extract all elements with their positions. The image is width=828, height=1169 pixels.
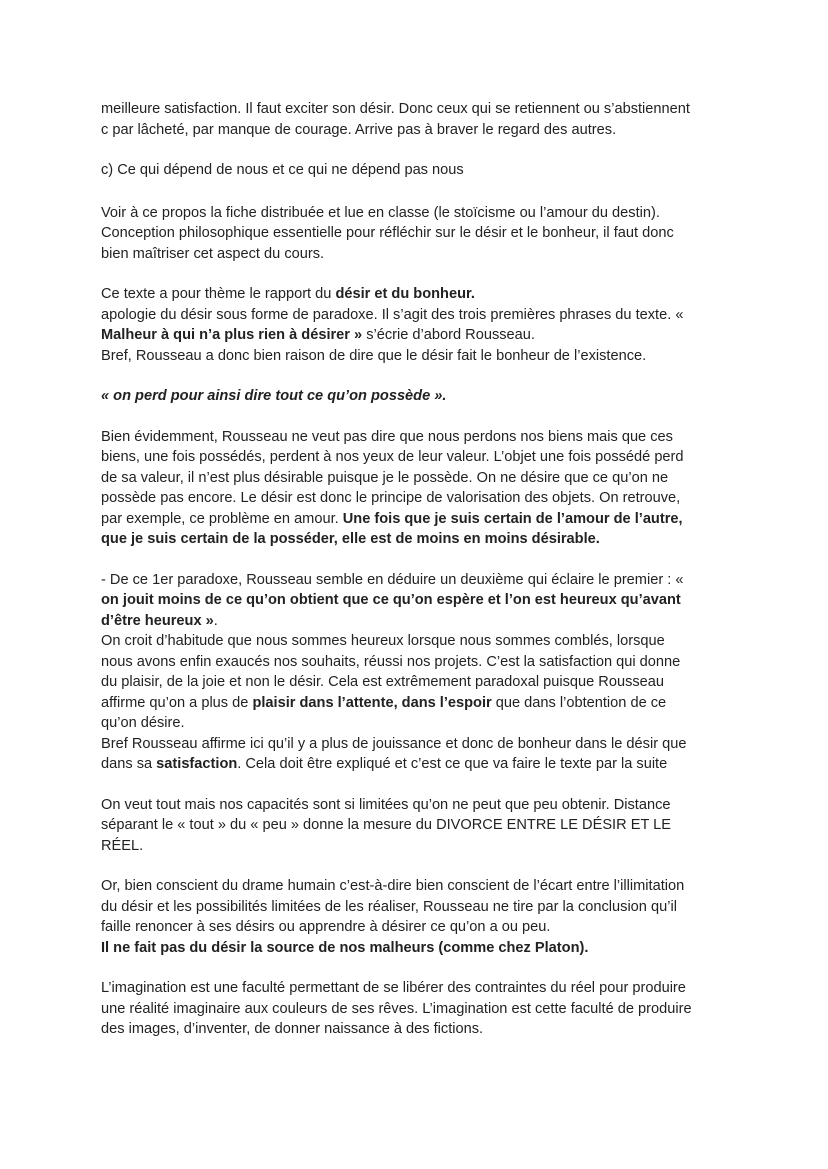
platon-line: Il ne fait pas du désir la source de nos malheurs (comme chez Platon). — [101, 939, 589, 956]
paragraph-valeur — [101, 427, 738, 550]
malheur-quote: Malheur à qui n’a plus rien à désirer » — [101, 327, 363, 343]
text-line: des images, d’inventer, de donner naissance à des fictions. — [101, 1021, 484, 1037]
text-line: Bien évidemment, Rousseau ne veut pas dire que nous perdons nos biens mais que ces — [101, 428, 673, 445]
section-c-heading — [101, 160, 738, 181]
satisfaction-bold: satisfaction — [156, 756, 238, 772]
text-line: une réalité imaginaire aux couleurs de ses rêves. L’imagination est cette faculté de produire — [101, 1000, 692, 1017]
text-line: L’imagination est une faculté permettant de se libérer des contraintes du réel pour produire — [101, 980, 686, 996]
theme-prefix: Ce texte a pour thème le rapport du — [101, 286, 336, 302]
paragraph-stoicisme — [101, 203, 738, 265]
text-line: biens, une fois possédés, perdent à nos yeux de leur valeur. L’objet une fois possédé perd — [101, 449, 684, 465]
text-line: bien maîtriser cet aspect du cours. — [101, 245, 325, 262]
theme-line — [101, 284, 738, 305]
amour-prefix: par exemple, ce problème en amour. — [101, 510, 343, 527]
text-line: Conception philosophique essentielle pour réfléchir sur le désir et le bonheur, il faut donc — [101, 225, 674, 241]
quote-perd-paragraph — [101, 386, 738, 407]
text-line: Bref, Rousseau a donc bien raison de dire que le désir fait le bonheur de l’existence. — [101, 347, 647, 364]
text-line: RÉEL. — [101, 837, 144, 854]
text-line: - De ce 1er paradoxe, Rousseau semble en déduire un deuxième qui éclaire le premier : « — [101, 571, 684, 588]
text-line: Voir à ce propos la fiche distribuée et lue en classe (le stoïcisme ou l’amour du destin). — [101, 204, 660, 221]
amour-bold: Une fois que je suis certain de l’amour de l’autre, — [342, 510, 683, 527]
satisfaction-prefix: dans sa — [101, 756, 157, 772]
text-line: c par lâcheté, par manque de courage. Arrive pas à braver le regard des autres. — [101, 121, 617, 138]
paragraph-second-paradoxe — [101, 570, 738, 775]
text-line: apologie du désir sous forme de paradoxe. Il s’agit des trois premières phrases du texte. « — [101, 306, 684, 323]
text-line: Bref Rousseau affirme ici qu’il y a plus de jouissance et donc de bonheur dans le désir que — [101, 735, 687, 752]
text-line: On veut tout mais nos capacités sont si limitées qu’on ne peut que peu obtenir. Distance — [101, 796, 671, 813]
paragraph-divorce — [101, 795, 738, 857]
heureux-suffix: . — [213, 612, 218, 629]
paragraph-satisfaction — [101, 99, 738, 140]
text-line: meilleure satisfaction. Il faut exciter son désir. Donc ceux qui se retiennent ou s’abstiennent — [101, 101, 690, 117]
malheur-suffix: s’écrie d’abord Rousseau. — [362, 327, 535, 343]
text-line: séparant le « tout » du « peu » donne la mesure du DIVORCE ENTRE LE DÉSIR ET LE — [101, 817, 671, 833]
heureux-line — [101, 611, 738, 632]
theme-bold: désir et du bonheur. — [335, 286, 475, 302]
text-line: de sa valeur, il n’est plus désirable puisque je le possède. On ne désire que ce qu’on ne — [101, 469, 669, 486]
paragraph-theme — [101, 284, 738, 366]
text-line: du désir et les possibilités limitées de les réaliser, Rousseau ne tire par la conclusion qu’il — [101, 898, 677, 915]
paragraph-imagination — [101, 978, 738, 1040]
plaisir-line — [101, 693, 738, 714]
text-line: qu’on désire. — [101, 715, 185, 731]
plaisir-suffix: que dans l’obtention de ce — [491, 694, 667, 711]
text-line: nous avons enfin exaucés nos souhaits, réussi nos projets. C’est la satisfaction qui donne — [101, 653, 681, 670]
text-line: faille renoncer à ses désirs ou apprendre à désirer ce qu’on a ou peu. — [101, 919, 551, 935]
malheur-line — [101, 325, 738, 346]
amour-line — [101, 509, 738, 530]
satisfaction-suffix: . Cela doit être expliqué et c’est ce que va faire le texte par la suite — [237, 756, 668, 772]
plaisir-prefix: affirme qu’on a plus de — [101, 694, 253, 711]
paragraph-drame-humain — [101, 876, 738, 958]
text-line: On croit d’habitude que nous sommes heureux lorsque nous sommes comblés, lorsque — [101, 633, 665, 649]
text-line: du plaisir, de la joie et non le désir. Cela est extrêmement paradoxal puisque Rousseau — [101, 674, 665, 690]
heureux-bold: d’être heureux » — [101, 612, 214, 629]
satisfaction-line — [101, 754, 738, 775]
quote-perd: « on perd pour ainsi dire tout ce qu’on possède ». — [101, 388, 447, 404]
text-line: possède pas encore. Le désir est donc le principe de valorisation des objets. On retrouve, — [101, 490, 681, 506]
plaisir-bold: plaisir dans l’attente, dans l’espoir — [252, 694, 492, 711]
posseder-line: que je suis certain de la posséder, elle est de moins en moins désirable. — [101, 531, 600, 547]
jouit-line: on jouit moins de ce qu’on obtient que ce qu’on espère et l’on est heureux qu’avant — [101, 592, 681, 608]
section-c-title: c) Ce qui dépend de nous et ce qui ne dépend pas nous — [101, 162, 464, 178]
text-line: Or, bien conscient du drame humain c’est-à-dire bien conscient de l’écart entre l’illimitation — [101, 878, 685, 894]
